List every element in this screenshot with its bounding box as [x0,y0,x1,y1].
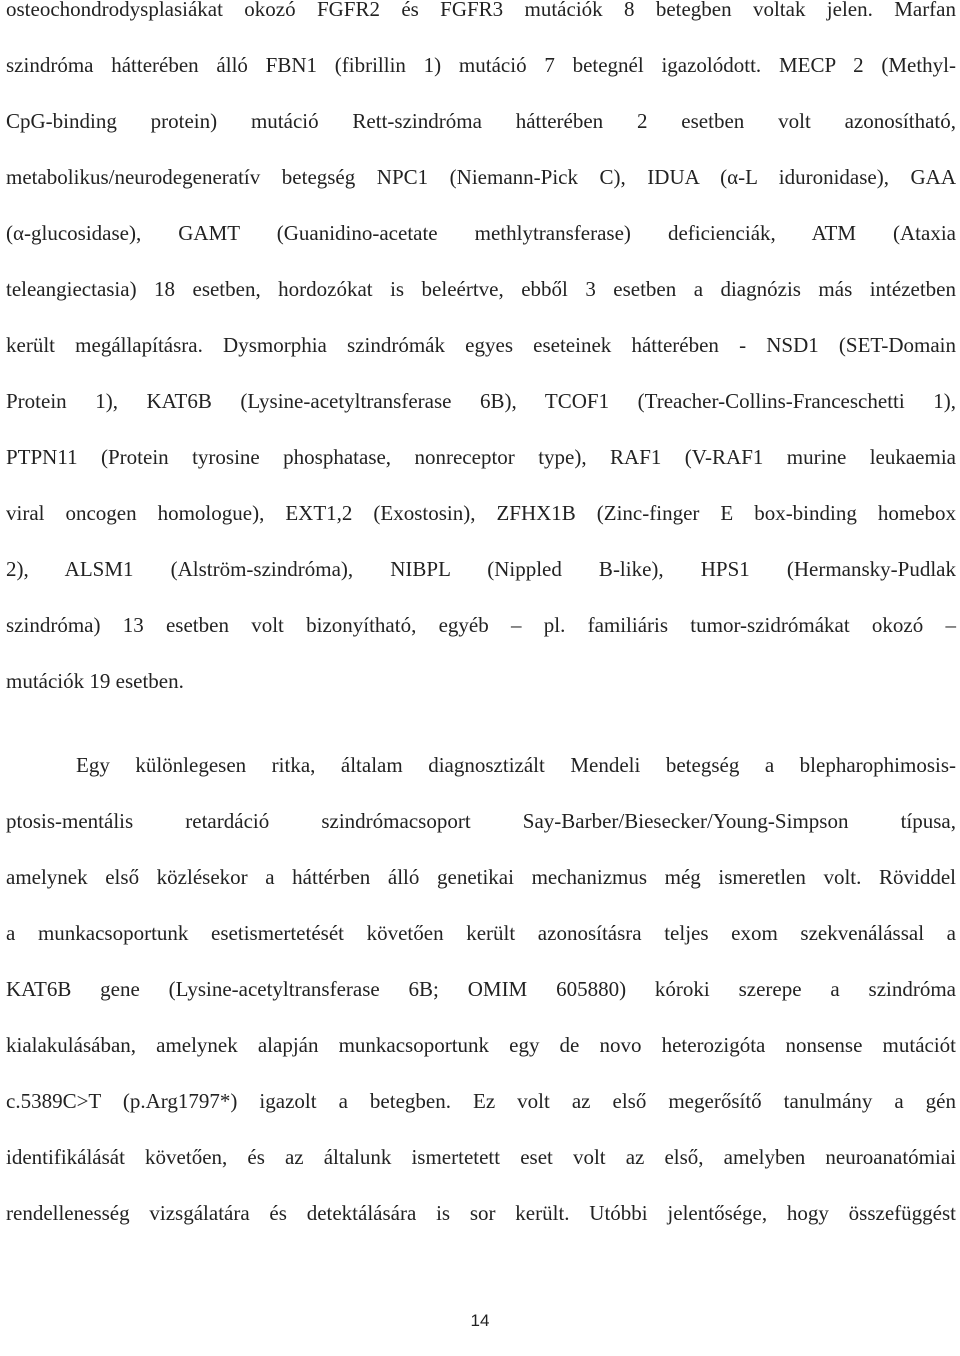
text-line: mutációk 19 esetben. [6,669,184,693]
text-line: KAT6B gene (Lysine-acetyltransferase 6B; OMIM 605880) kóroki szerepe a szindróma [6,977,956,1001]
text-line: 2), ALSM1 (Alström-szindróma), NIBPL (Nippled B-like), HPS1 (Hermansky-Pudlak [6,557,956,581]
text-line: került megállapításra. Dysmorphia szindrómák egyes eseteinek hátterében - NSD1 (SET-Domain [6,333,956,357]
text-line: Egy különlegesen ritka, általam diagnosztizált Mendeli betegség a blepharophimosis- [76,753,956,777]
text-line: a munkacsoportunk esetismertetését követően került azonosításra teljes exom szekvenálással a [6,921,956,945]
text-line: CpG-binding protein) mutáció Rett-szindróma hátterében 2 esetben volt azonosítható, [6,109,956,133]
text-line: szindróma) 13 esetben volt bizonyítható, egyéb – pl. familiáris tumor-szidrómákat okozó – [6,613,956,637]
text-line: Protein 1), KAT6B (Lysine-acetyltransferase 6B), TCOF1 (Treacher-Collins-Franceschetti 1), [6,389,956,413]
text-line: ptosis-mentális retardáció szindrómacsoport Say-Barber/Biesecker/Young-Simpson típusa, [6,809,956,833]
page-number: 14 [470,1311,490,1330]
text-line: osteochondrodysplasiákat okozó FGFR2 és FGFR3 mutációk 8 betegben voltak jelen. Marfan [6,0,956,21]
text-line: rendellenesség vizsgálatára és detektálására is sor került. Utóbbi jelentősége, hogy összefüggést [6,1201,956,1225]
text-line: PTPN11 (Protein tyrosine phosphatase, nonreceptor type), RAF1 (V-RAF1 murine leukaemia [6,445,956,469]
text-line: szindróma hátterében álló FBN1 (fibrillin 1) mutáció 7 betegnél igazolódott. MECP 2 (Methyl- [6,53,956,77]
text-line: viral oncogen homologue), EXT1,2 (Exostosin), ZFHX1B (Zinc-finger E box-binding homebox [6,501,956,525]
text-line: c.5389C>T (p.Arg1797*) igazolt a betegben. Ez volt az első megerősítő tanulmány a gén [6,1089,956,1113]
text-line: identifikálását követően, és az általunk ismertetett eset volt az első, amelyben neuroanatómiai [6,1145,956,1169]
text-line: (α-glucosidase), GAMT (Guanidino-acetate methlytransferase) deficienciák, ATM (Ataxia [6,221,956,245]
text-line: kialakulásában, amelynek alapján munkacsoportunk egy de novo heterozigóta nonsense mutációt [6,1033,956,1057]
text-line: teleangiectasia) 18 esetben, hordozókat is beleértve, ebből 3 esetben a diagnózis más intézetben [6,277,956,301]
text-line: metabolikus/neurodegeneratív betegség NPC1 (Niemann-Pick C), IDUA (α-L iduronidase), GAA [6,165,956,189]
text-line: amelynek első közlésekor a háttérben álló genetikai mechanizmus még ismeretlen volt. Röviddel [6,865,956,889]
